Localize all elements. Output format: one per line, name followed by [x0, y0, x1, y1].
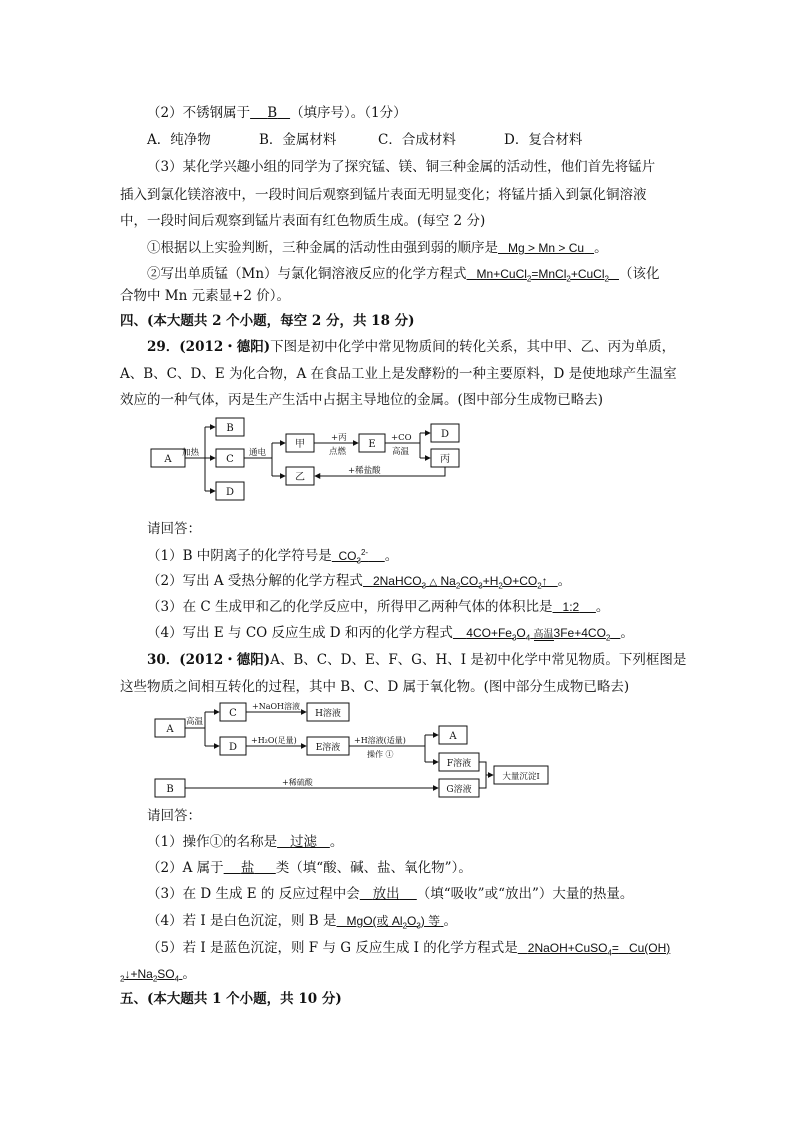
q29-line3: 效应的一种气体，丙是生产生活中占据主导地位的金属。(图中部分生成物已略去) [120, 392, 604, 408]
q2-option-c: C．合成材料 [378, 132, 456, 148]
q29-answer-2: （2）写出 A 受热分解的化学方程式 2NaHCO$_3$ △ $Na_2CO_3+H_2O+CO_2↑$ 。 [147, 573, 572, 591]
box-label-D: D [225, 487, 235, 498]
q30-line1: 30．(2012・德阳)A、B、C、D、E、F、G、H、I 是初中化学中常见物质。下列框图是 [147, 652, 687, 668]
q2-option-d: D．复合材料 [504, 132, 583, 148]
box-label-C: C [229, 708, 237, 719]
q2-line: （2）不锈钢属于 B （填序号）。（1分） [147, 105, 407, 121]
q30-answer-5-line2: $_2↓+Na_2SO_4$ 。 [120, 966, 196, 984]
box-label-E: E溶液 [315, 743, 341, 753]
q3-para-line: 插入到氯化镁溶液中，一段时间后观察到锰片表面无明显变化；将锰片插入到氯化铜溶液 [120, 187, 647, 203]
label-plus-hcl: +稀盐酸 [348, 466, 381, 476]
q3-item-2-line2: 合物中 Mn 元素显+2 价）。 [120, 288, 291, 304]
q29-line2: A、B、C、D、E 为化合物，A 在食品工业上是发酵粉的一种主要原料，D 是使地球产生温室 [120, 366, 677, 382]
section4-title: 四、(本大题共 2 个小题，每空 2 分，共 18 分) [120, 313, 415, 329]
box-label-C: C [226, 454, 234, 465]
box-label-A: A [164, 454, 172, 465]
q29-answer-4: （4）写出 E 与 CO 反应生成 D 和丙的化学方程式 $4CO+Fe_3O_4$ 高温$3Fe+4CO_2$ 。 [147, 625, 634, 643]
q29-line1: 29．(2012・德阳)下图是初中化学中常见物质间的转化关系，其中甲、乙、丙为单质， [147, 339, 676, 355]
label-plus-co: +CO [391, 433, 412, 443]
q3-para-line: （3）某化学兴趣小组的同学为了探究锰、镁、铜三种金属的活动性，他们首先将锰片 [147, 159, 656, 175]
q29-answer-1: （1）B 中阴离子的化学符号是 $CO_3^{2-}$ 。 [147, 548, 399, 566]
q2-option-a: A．纯净物 [147, 132, 211, 148]
box-label-B: B [166, 784, 174, 795]
q3-para-line: 中，一段时间后观察到锰片表面有红色物质生成。(每空 2 分) [120, 213, 486, 229]
box-label-F: F溶液 [446, 759, 472, 769]
box-label-yi: 乙 [295, 472, 305, 483]
q30-reply: 请回答： [147, 808, 201, 824]
q30-diagram [150, 697, 540, 802]
box-label-G: G溶液 [446, 785, 472, 795]
q3-item-2: ②写出单质锰（Mn）与氯化铜溶液反应的化学方程式 Mn+CuCl$_2$=MnCl$_2$+CuCl$_2$ （该化 [147, 266, 660, 284]
label-naoh: +NaOH溶液 [252, 702, 301, 711]
label-op: 操作 ① [367, 750, 394, 759]
q30-answer-5: （5）若 I 是蓝色沉淀，则 F 与 G 反应生成 I 的化学方程式是 2NaOH+CuSO$_4$= Cu(OH) [147, 940, 671, 958]
q29-diagram [145, 412, 475, 504]
box-label-A: A [166, 724, 174, 735]
box-label-D: D [228, 742, 238, 753]
q30-answer-3: （3）在 D 生成 E 的 反应过程中会 放出 （填“吸收”或“放出”）大量的热量。 [147, 886, 634, 902]
label-electrolysis: 通电 [249, 448, 267, 458]
q29-reply: 请回答： [147, 521, 201, 537]
label-water: +H₂O(足量) [251, 736, 297, 745]
q30-answer-1: （1）操作①的名称是 过滤 。 [147, 834, 344, 850]
box-label-B: B [226, 423, 234, 434]
q30-answer-2: （2）A 属于 盐 类（填“酸、碱、盐、氧化物”）。 [147, 860, 472, 876]
box-label-bing: 丙 [440, 454, 450, 465]
q3-item-1: ①根据以上实验判断，三种金属的活动性由强到弱的顺序是 Mg > Mn > Cu 。 [147, 240, 608, 256]
box-label-D2: D [440, 429, 450, 440]
label-h-sol: +H溶液(适量) [354, 736, 406, 745]
q29-answer-3: （3）在 C 生成甲和乙的化学反应中，所得甲乙两种气体的体积比是 1:2 。 [147, 599, 610, 615]
box-label-H: H溶液 [315, 709, 341, 719]
section5-title: 五、(本大题共 1 个小题，共 10 分) [120, 991, 342, 1007]
q30-answer-4: （4）若 I 是白色沉淀，则 B 是 MgO(或 $Al_2O_3$) 等 。 [147, 913, 457, 931]
label-ignite: 点燃 [329, 447, 347, 457]
q2-option-b: B．金属材料 [259, 132, 337, 148]
label-heat: 加热 [182, 448, 200, 458]
box-label-I: 大量沉淀I [502, 772, 540, 782]
q30-line2: 这些物质之间相互转化的过程，其中 B、C、D 属于氧化物。(图中部分生成物已略去) [120, 679, 630, 695]
label-plus-bing: +丙 [331, 433, 347, 443]
box-label-E: E [368, 439, 376, 450]
label-high-temp: 高温 [186, 717, 204, 727]
box-label-A2: A [449, 731, 457, 742]
box-label-jia: 甲 [295, 439, 305, 450]
label-h2so4: +稀硫酸 [282, 778, 313, 787]
label-high-temp: 高温 [392, 447, 410, 457]
